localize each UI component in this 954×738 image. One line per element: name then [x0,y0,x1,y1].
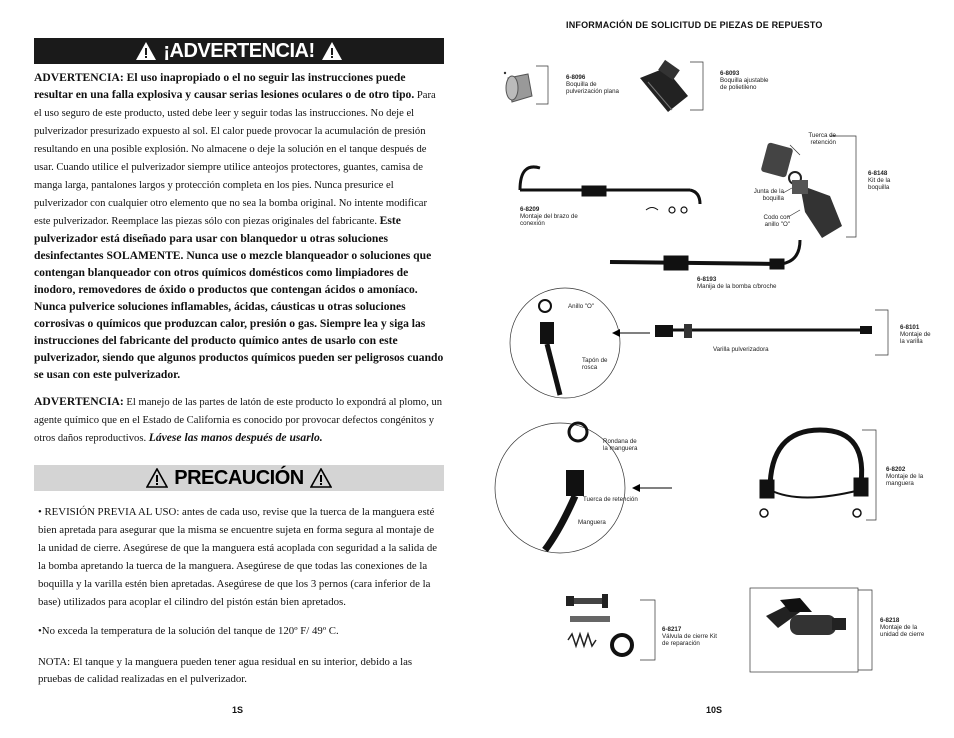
lead-label: ADVERTENCIA: [34,395,124,408]
adjustable-nozzle-icon [640,60,688,112]
tapon-label: Tapón de rosca [582,357,608,371]
hose-detail-icon [545,423,587,550]
hose-assembly-icon [760,430,868,517]
part-8093-label: 6-8093 Boquilla ajustable de polietileno [720,70,769,91]
caution-item-2: •No exceda la temperatura de la solución del tanque de 120º F/ 49º C. [38,625,339,637]
note-paragraph: NOTA: El tanque y la manguera pueden tener agua residual en su interior, debido a las pruebas de calidad realizadas en el pulverizador. [38,656,413,685]
part-8217-label: 6-8217 Válvula de cierre Kit de reparación [662,626,718,647]
rondana-label: Rondana de la manguera [603,438,638,452]
codo-label: Codo con anillo "O" [763,214,790,228]
part-8101-label: 6-8101 Montaje de la varilla [900,324,931,345]
anillo-label: Anillo "O" [568,303,595,310]
tuerca-label: Tuerca de retención [808,132,836,146]
right-page-number: 10S [706,705,723,715]
caution-item-1: • REVISIÓN PREVIA AL USO: antes de cada uso, revise que la tuerca de la manguera esté bien apretada para asegurar que la misma se encuentre sujeta en forma segura al montaje de la unidad de cierre. Asegúrese de que la manguera está acoplada con seguridad a la salida de la bomba apretando la tuerca de la manguera. Asegúrese de que todas las conexiones de la boquilla y la varilla estén bien apretadas. Asegúrese de que los 3 pernos (cara inferior de la base) utilizados para acoplar el cilindro del pistón están bien apretados. [38,506,438,608]
part-8218-label: 6-8218 Montaje de la unidad de cierre [880,617,925,638]
shutoff-unit-icon [766,598,846,635]
warning-title: ¡ADVERTENCIA! [163,39,315,62]
tuerca2-label: Tuerca de retención [583,496,638,503]
part-8202-label: 6-8202 Montaje de la manguera [886,466,924,487]
part-8148-label: 6-8148 Kit de la boquilla [868,170,891,191]
warning-bleach: Este pulverizador está diseñado para usar con blanquedor u otras soluciones desinfectantes SOLAMENTE. Nunca use o mezcle blanqueador o soluciones que contengan blanqueador con otros químicos domésticos como limpiadores de inodoro, removedores de óxido o productos que contengan ácidos o amoníaco. Nunca pulverice soluciones inflamables, ácidas, cáusticas u otras soluciones corrosivas o químicos que produzcan calor, presión o gas. Siempre lea y siga las instrucciones del fabricante del producto químico antes de usarlo con este pulverizador, siendo que algunos productos químicos pueden ser peligrosos cuando se usan con este pulverizador. [34,214,444,381]
pump-handle-icon [610,240,800,270]
left-page-number: 1S [232,705,244,715]
junta-label: Junta de la boquilla [753,188,784,202]
right-page-title: INFORMACIÓN DE SOLICITUD DE PIEZAS DE REPUESTO [566,20,823,30]
part-8193-label: 6-8193 Manija de la bomba c/broche [697,276,777,290]
wand-detail-icon [539,300,560,395]
part-8096-label: 6-8096 Boquilla de pulverización plana [566,74,619,95]
caution-title: PRECAUCIÓN [174,466,304,489]
part-8209-label: 6-8209 Montaje del brazo de conexión [520,206,578,227]
lead-italic: Lávese las manos después de usarlo. [148,431,323,444]
warning-body: Para el uso seguro de este producto, usted debe leer y seguir todas las instrucciones. No deje el pulverizador presurizado expuesto al sol. El calor puede provocar la acumulación de presión resultando en una posible explosión. No almacene o deje la solución en el tanque después de usar. Cuando utilice el pulverizador siempre utilice anteojos protectores, guantes, camisa de manga larga, pantalones largos y protección completa en los pies. Nunca presurice el pulverizador con cualquier otro elemento que no sea la bomba original. No intente modificar este pulverizador. Reemplace las piezas sólo con piezas originales del fabricante. [34,90,436,227]
lead-body: El manejo de las partes de latón de este producto lo expondrá al plomo, un agente químico que en el Estado de California es conocido por provocar defectos congénitos y otros daños reproductivos. [34,397,443,444]
flat-nozzle-icon [504,72,532,102]
varilla-label: Varilla pulverizadora [713,346,769,353]
valve-repair-kit-icon [566,594,632,655]
manguera-label: Manguera [578,519,606,526]
spray-wand-icon [655,324,872,338]
warning-lead: ADVERTENCIA: El uso inapropiado o el no seguir las instrucciones puede resultar en una falla explosiva y causar serias lesiones oculares o de otro tipo. [34,71,415,101]
